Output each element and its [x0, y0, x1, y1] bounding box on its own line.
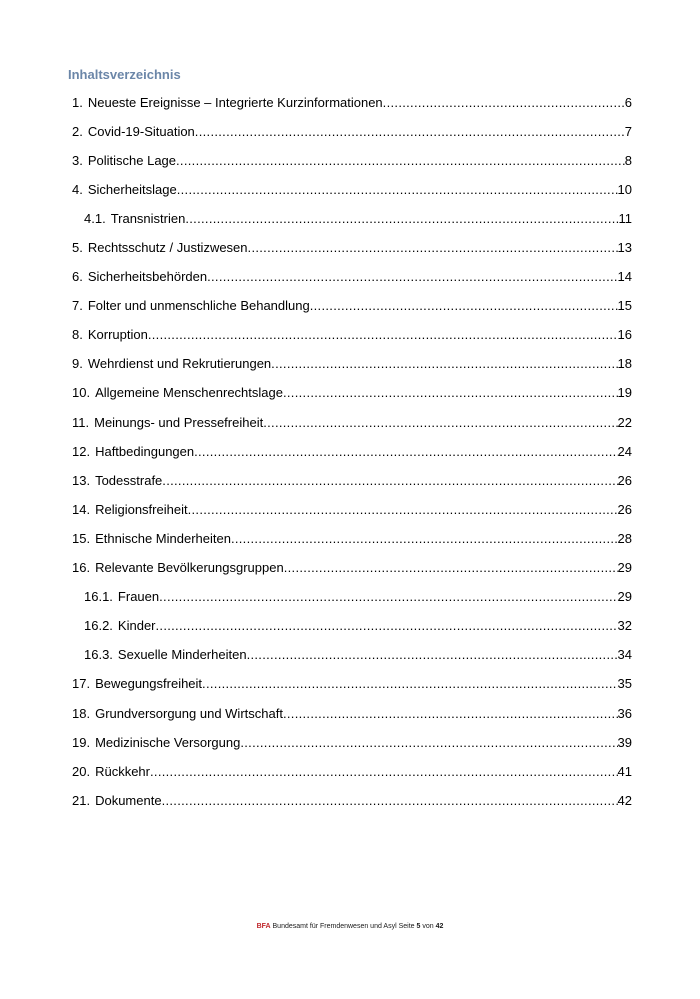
toc-entry-number: 16.2. — [84, 618, 113, 634]
toc-entry-row — [84, 211, 632, 227]
toc-dot-leader — [150, 764, 618, 780]
toc-entry-row — [72, 706, 632, 722]
toc-entry[interactable] — [0, 379, 700, 408]
toc-entry-number: 16.1. — [84, 589, 113, 605]
toc-dot-leader — [202, 676, 617, 692]
toc-dot-leader — [177, 182, 618, 198]
toc-entry-title: Dokumente — [95, 792, 162, 808]
toc-entry-page: 22 — [617, 414, 632, 430]
toc-entry-page: 34 — [617, 647, 632, 663]
toc-entry-number: 16. — [72, 560, 91, 576]
toc-entry-number: 2. — [72, 123, 83, 139]
toc-entry-title: Bewegungsfreiheit — [95, 676, 203, 692]
toc-entry-number: 21. — [72, 792, 91, 808]
toc-entry-page: 8 — [624, 152, 632, 168]
toc-entry-page: 15 — [617, 298, 632, 314]
toc-entry-page: 29 — [617, 560, 632, 576]
toc-entry-row — [84, 618, 632, 634]
toc-entry[interactable] — [0, 466, 700, 495]
toc-entry-number: 7. — [72, 298, 83, 314]
toc-entry-number: 8. — [72, 327, 83, 343]
footer-brand: BFA — [256, 923, 271, 930]
toc-entry[interactable] — [0, 321, 700, 350]
toc-entry-title: Grundversorgung und Wirtschaft — [95, 705, 283, 721]
toc-entry[interactable] — [0, 524, 700, 553]
toc-entry-number: 10. — [72, 385, 91, 401]
toc-entry-row — [72, 502, 632, 518]
toc-entry[interactable] — [0, 583, 700, 612]
toc-dot-leader — [194, 444, 617, 460]
toc-dot-leader — [162, 473, 617, 489]
toc-entry-title: Wehrdienst und Rekrutierungen — [87, 356, 272, 372]
toc-entry-page: 19 — [617, 385, 632, 401]
toc-entry-title: Covid-19-Situation — [87, 123, 195, 139]
toc-entry-row — [72, 269, 632, 285]
toc-entry-row — [72, 240, 632, 256]
toc-entry-title: Haftbedingungen — [95, 443, 195, 459]
page-footer — [0, 923, 700, 930]
toc-dot-leader — [159, 589, 617, 605]
footer-page-total: 42 — [435, 923, 444, 930]
toc-entry[interactable] — [0, 612, 700, 641]
toc-dot-leader — [271, 356, 617, 372]
toc-entry-number: 1. — [72, 94, 83, 110]
toc-entry-page: 24 — [617, 443, 632, 459]
toc-entry-page: 32 — [617, 618, 632, 634]
toc-entry-row — [72, 298, 632, 314]
toc-entry[interactable] — [0, 437, 700, 466]
toc-entry-title: Folter und unmenschliche Behandlung — [87, 298, 310, 314]
toc-entry-title: Kinder — [117, 618, 156, 634]
toc-entry-page: 7 — [624, 123, 632, 139]
toc-entry-title: Ethnische Minderheiten — [95, 530, 231, 546]
toc-entry-row — [72, 124, 632, 140]
toc-list — [0, 88, 700, 815]
toc-dot-leader — [283, 706, 618, 722]
toc-entry[interactable] — [0, 175, 700, 204]
toc-entry-row — [72, 385, 632, 401]
footer-page-current: 5 — [416, 923, 421, 930]
toc-entry-title: Allgemeine Menschenrechtslage — [95, 385, 283, 401]
toc-entry-row — [72, 327, 632, 343]
toc-entry-number: 14. — [72, 501, 91, 517]
toc-entry[interactable] — [0, 350, 700, 379]
toc-entry-page: 16 — [617, 327, 632, 343]
toc-entry-row — [72, 793, 632, 809]
toc-dot-leader — [207, 269, 617, 285]
toc-dot-leader — [383, 95, 625, 111]
toc-dot-leader — [156, 618, 618, 634]
toc-entry[interactable] — [0, 88, 700, 117]
toc-entry-row — [72, 444, 632, 460]
toc-entry[interactable] — [0, 699, 700, 728]
toc-dot-leader — [248, 240, 618, 256]
toc-entry-page: 10 — [617, 181, 632, 197]
toc-entry[interactable] — [0, 204, 700, 233]
toc-entry-number: 16.3. — [84, 647, 113, 663]
toc-entry-number: 18. — [72, 705, 91, 721]
toc-entry-row — [72, 182, 632, 198]
toc-entry-number: 11. — [72, 414, 90, 430]
footer-of-word: von — [422, 923, 434, 930]
toc-entry[interactable] — [0, 263, 700, 292]
toc-entry-number: 15. — [72, 530, 91, 546]
toc-entry-number: 9. — [72, 356, 83, 372]
toc-dot-leader — [240, 735, 617, 751]
toc-entry-row — [72, 153, 632, 169]
toc-entry[interactable] — [0, 670, 700, 699]
toc-entry-page: 36 — [617, 705, 632, 721]
toc-entry[interactable] — [0, 117, 700, 146]
toc-entry[interactable] — [0, 292, 700, 321]
toc-entry-row — [72, 676, 632, 692]
toc-heading: Inhaltsverzeichnis — [68, 67, 181, 82]
toc-dot-leader — [185, 211, 618, 227]
toc-dot-leader — [247, 647, 618, 663]
toc-entry-page: 26 — [617, 501, 632, 517]
toc-entry-page: 39 — [617, 734, 632, 750]
toc-entry-number: 12. — [72, 443, 91, 459]
toc-entry-page: 11 — [618, 210, 632, 226]
toc-entry-title: Transnistrien — [110, 210, 186, 226]
toc-entry-number: 6. — [72, 269, 83, 285]
toc-entry-number: 13. — [72, 472, 91, 488]
toc-entry-title: Sicherheitslage — [87, 181, 177, 197]
toc-dot-leader — [284, 560, 618, 576]
toc-entry-number: 4. — [72, 181, 83, 197]
toc-dot-leader — [148, 327, 618, 343]
toc-dot-leader — [188, 502, 618, 518]
toc-entry-number: 3. — [72, 152, 83, 168]
toc-entry-title: Medizinische Versorgung — [95, 734, 241, 750]
toc-entry-page: 6 — [624, 94, 632, 110]
toc-entry-title: Meinungs- und Pressefreiheit — [94, 414, 264, 430]
toc-entry-page: 35 — [617, 676, 632, 692]
toc-entry-page: 29 — [617, 589, 632, 605]
toc-entry-row — [72, 764, 632, 780]
toc-entry-row — [72, 560, 632, 576]
footer-page-word: Seite — [398, 923, 415, 930]
toc-entry-title: Korruption — [87, 327, 148, 343]
toc-entry-page: 42 — [617, 792, 632, 808]
footer-org: Bundesamt für Fremdenwesen und Asyl — [272, 923, 397, 930]
toc-entry-number: 17. — [72, 676, 91, 692]
toc-entry-title: Religionsfreiheit — [95, 501, 188, 517]
toc-entry-title: Politische Lage — [87, 152, 177, 168]
toc-entry-row — [72, 95, 632, 111]
toc-entry[interactable] — [0, 641, 700, 670]
toc-entry[interactable] — [0, 146, 700, 175]
toc-entry-page: 26 — [617, 472, 632, 488]
toc-entry-row — [72, 356, 632, 372]
toc-entry-number: 4.1. — [84, 210, 106, 226]
toc-entry[interactable] — [0, 728, 700, 757]
toc-dot-leader — [162, 793, 618, 809]
toc-entry-title: Rechtsschutz / Justizwesen — [87, 240, 248, 256]
toc-entry-row — [72, 531, 632, 547]
toc-dot-leader — [310, 298, 618, 314]
toc-dot-leader — [231, 531, 618, 547]
toc-entry[interactable] — [0, 786, 700, 815]
toc-entry-row — [72, 735, 632, 751]
toc-entry-title: Sexuelle Minderheiten — [117, 647, 247, 663]
toc-entry-title: Rückkehr — [95, 763, 150, 779]
toc-dot-leader — [263, 415, 617, 431]
toc-entry-number: 19. — [72, 734, 91, 750]
toc-entry-page: 14 — [617, 269, 632, 285]
toc-dot-leader — [283, 385, 618, 401]
toc-entry-title: Sicherheitsbehörden — [87, 269, 208, 285]
toc-entry-page: 18 — [617, 356, 632, 372]
toc-dot-leader — [176, 153, 625, 169]
toc-entry-page: 28 — [617, 530, 632, 546]
toc-entry-title: Todesstrafe — [95, 472, 163, 488]
toc-entry-row — [84, 647, 632, 663]
toc-entry-page: 41 — [617, 763, 632, 779]
toc-entry-number: 5. — [72, 240, 83, 256]
toc-entry-row — [72, 473, 632, 489]
toc-entry-row — [72, 415, 632, 431]
toc-entry[interactable] — [0, 757, 700, 786]
toc-dot-leader — [195, 124, 625, 140]
toc-entry-number: 20. — [72, 763, 91, 779]
toc-entry-title: Neueste Ereignisse – Integrierte Kurzinformationen — [87, 94, 383, 110]
toc-entry[interactable] — [0, 554, 700, 583]
toc-entry[interactable] — [0, 495, 700, 524]
toc-entry-page: 13 — [617, 240, 632, 256]
toc-entry-title: Frauen — [117, 589, 160, 605]
toc-entry[interactable] — [0, 408, 700, 437]
toc-entry[interactable] — [0, 233, 700, 262]
toc-entry-row — [84, 589, 632, 605]
toc-entry-title: Relevante Bevölkerungsgruppen — [95, 560, 284, 576]
